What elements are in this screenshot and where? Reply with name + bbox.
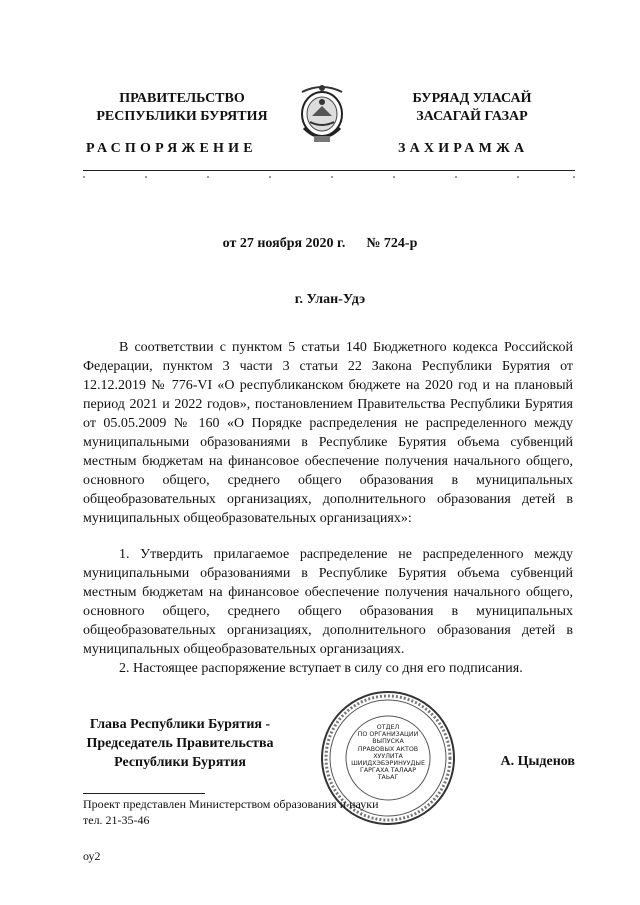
signatory-title (75, 715, 285, 772)
header-left (82, 90, 282, 126)
stamp-line-5: ХУУЛИТА (373, 752, 403, 760)
coat-of-arms-emblem (292, 80, 352, 148)
preamble-paragraph: В соответствии с пунктом 5 статьи 140 Бюджетного кодекса Российской Федерации, пунктом 3 части 3 статьи 22 Закона Республики Бурятия от 12.12.2019 № 776-VI «О республиканском бюджете на 2020 год и на плановый период 2021 и 2022 годов», постановлением Правительства Республики Бурятия от 05.05.2009 № 160 «О Порядке распределения не распределенного между муниципальными образованиями в Республике Бурятия объема субвенций местным бюджетам на финансовое обеспечение получения начального общего, основного общего, среднего общего образования в муниципальных общеобразовательных организациях, дополнительного образования детей в муниципальных общеобразовательных организациях»: (83, 340, 573, 526)
stamp-line-2: ПО ОРГАНИЗАЦИИ (357, 731, 419, 739)
signatory-name: А. Цыденов (500, 754, 575, 769)
item-1-paragraph: 1. Утвердить прилагаемое распределение не распределенного между муниципальными образованиями в Республике Бурятия объема субвенций местным бюджетам на финансовое обеспечение получения начального общего, основного общего, среднего общего образования в муниципальных общеобразовательных организациях, дополнительного образования детей в муниципальных общеобразовательных организациях. (83, 547, 573, 657)
footnote-note: Проект представлен Министерством образования и науки (83, 797, 379, 811)
doc-date-line (0, 236, 640, 252)
signatory-title-line2: Председатель Правительства (86, 736, 274, 751)
doc-type-bua: ЗАХИРАМЖА (398, 141, 529, 156)
buryat-government-title: БУРЯАД УЛАСАЙ (412, 91, 532, 106)
stamp-line-7: ГАРГАХА ТАЛААР (359, 767, 417, 775)
header-divider (83, 170, 575, 171)
stamp-line-6: ШИИДХЭБЭРИНУУДЫЕ (351, 760, 425, 768)
header-right (372, 90, 572, 126)
footnote-divider (83, 793, 205, 794)
document-code: оу2 (83, 849, 101, 863)
stamp-line-8: ТАЬАГ (377, 774, 399, 782)
header-dotted-line (83, 176, 575, 180)
signatory-title-line1: Глава Республики Бурятия - (89, 717, 271, 732)
signatory-title-line3: Республики Бурятия (114, 755, 246, 770)
stamp-line-1: ОТДЕЛ (376, 724, 400, 731)
footnote-phone: тел. 21-35-46 (83, 813, 150, 827)
doc-city: г. Улан-Удэ (294, 292, 366, 307)
stamp-line-3: ВЫПУСКА (372, 738, 404, 746)
doc-number: № 724-р (366, 236, 418, 251)
doc-type-ru: РАСПОРЯЖЕНИЕ (86, 141, 257, 156)
doc-date: от 27 ноября 2020 г. (222, 236, 346, 251)
item-2-paragraph: 2. Настоящее распоряжение вступает в силу со дня его подписания. (119, 661, 523, 676)
stamp-inner-text (348, 724, 428, 782)
government-title: ПРАВИТЕЛЬСТВО (119, 91, 245, 106)
buryat-republic-title: ЗАСАГАЙ ГАЗАР (416, 109, 528, 124)
stamp-line-4: ПРАВОВЫХ АКТОВ (357, 745, 419, 753)
republic-title: РЕСПУБЛИКИ БУРЯТИЯ (96, 109, 268, 124)
